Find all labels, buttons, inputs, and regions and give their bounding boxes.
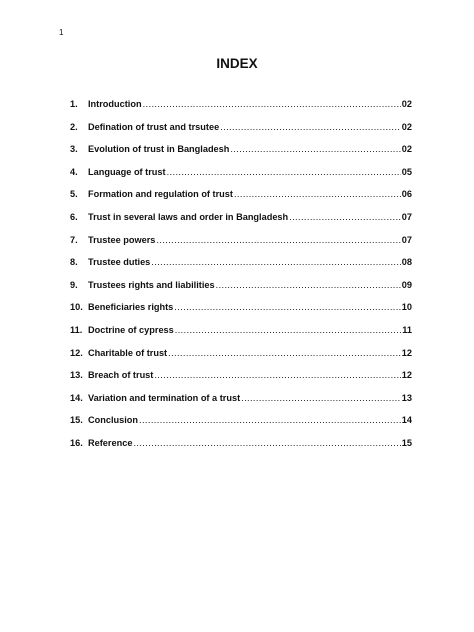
table-of-contents	[70, 98, 412, 460]
toc-entry-doctrine[interactable]	[70, 324, 412, 347]
toc-entry-page: 02	[401, 121, 412, 132]
toc-entry-definition[interactable]	[70, 121, 412, 144]
dot-leader	[216, 279, 401, 291]
toc-entry-reference[interactable]	[70, 437, 412, 460]
dot-leader	[139, 414, 401, 426]
toc-entry-page: 14	[401, 415, 412, 426]
toc-entry-number: 11.	[70, 324, 83, 335]
dot-leader	[143, 98, 401, 110]
toc-entry-page: 05	[401, 166, 412, 177]
toc-entry-title: Formation and regulation of trust	[88, 189, 233, 200]
toc-entry-title: Doctrine of cypress	[88, 324, 174, 335]
toc-entry-title: Beneficiaries rights	[88, 302, 174, 313]
toc-entry-title: Language of trust	[88, 166, 166, 177]
toc-entry-number: 14.	[70, 392, 83, 403]
toc-entry-trustee-rights[interactable]	[70, 279, 412, 302]
toc-entry-introduction[interactable]	[70, 98, 412, 121]
dot-leader	[154, 369, 400, 381]
toc-entry-number: 3.	[70, 144, 78, 155]
toc-entry-title: Trustees rights and liabilities	[88, 279, 215, 290]
toc-entry-trust-laws[interactable]	[70, 211, 412, 234]
toc-entry-title: Charitable of trust	[88, 347, 168, 358]
dot-leader	[133, 437, 400, 449]
toc-entry-conclusion[interactable]	[70, 414, 412, 437]
toc-entry-number: 10.	[70, 302, 83, 313]
page-title: INDEX	[216, 56, 258, 71]
toc-entry-page: 13	[401, 392, 412, 403]
toc-entry-number: 13.	[70, 370, 83, 381]
toc-entry-number: 5.	[70, 189, 78, 200]
toc-entry-title: Defination of trust and trsutee	[88, 121, 220, 132]
toc-entry-page: 12	[401, 370, 412, 381]
toc-entry-page: 07	[401, 234, 412, 245]
toc-entry-number: 9.	[70, 279, 78, 290]
dot-leader	[230, 143, 400, 155]
toc-entry-number: 15.	[70, 415, 83, 426]
toc-entry-number: 4.	[70, 166, 78, 177]
dot-leader	[156, 234, 400, 246]
toc-entry-page: 15	[401, 437, 412, 448]
toc-entry-page: 08	[401, 257, 412, 268]
toc-entry-trustee-duties[interactable]	[70, 256, 412, 279]
toc-entry-variation[interactable]	[70, 392, 412, 415]
toc-entry-title: Trust in several laws and order in Bangladesh	[88, 211, 289, 222]
toc-entry-language[interactable]	[70, 166, 412, 189]
dot-leader	[220, 121, 401, 133]
toc-entry-number: 7.	[70, 234, 78, 245]
toc-entry-page: 09	[401, 279, 412, 290]
toc-entry-page: 02	[401, 99, 412, 109]
toc-entry-title: Reference	[88, 437, 133, 448]
toc-entry-title: Breach of trust	[88, 370, 154, 381]
toc-entry-number: 1.	[70, 99, 78, 109]
toc-entry-page: 11	[402, 324, 412, 335]
dot-leader	[167, 166, 401, 178]
dot-leader	[151, 256, 400, 268]
toc-entry-number: 12.	[70, 347, 83, 358]
toc-entry-number: 8.	[70, 257, 78, 268]
toc-entry-page: 12	[401, 347, 412, 358]
toc-entry-page: 10	[401, 302, 412, 313]
toc-entry-charitable[interactable]	[70, 347, 412, 370]
toc-entry-beneficiaries-rights[interactable]	[70, 301, 412, 324]
toc-entry-formation[interactable]	[70, 188, 412, 211]
toc-entry-breach[interactable]	[70, 369, 412, 392]
dot-leader	[289, 211, 401, 223]
dot-leader	[175, 324, 402, 336]
toc-entry-trustee-powers[interactable]	[70, 234, 412, 257]
toc-entry-number: 2.	[70, 121, 78, 132]
toc-entry-number: 6.	[70, 211, 78, 222]
dot-leader	[174, 301, 400, 313]
toc-entry-number: 16.	[70, 437, 83, 448]
toc-entry-page: 02	[401, 144, 412, 155]
dot-leader	[234, 188, 401, 200]
toc-entry-title: Evolution of trust in Bangladesh	[88, 144, 230, 155]
toc-entry-title: Trustee duties	[88, 257, 151, 268]
toc-entry-evolution[interactable]	[70, 143, 412, 166]
dot-leader	[241, 392, 401, 404]
dot-leader	[168, 347, 401, 359]
toc-entry-title: Conclusion	[88, 415, 139, 426]
page-number: 1	[59, 28, 64, 37]
toc-entry-title: Introduction	[88, 99, 142, 109]
toc-entry-title: Variation and termination of a trust	[88, 392, 241, 403]
toc-entry-title: Trustee powers	[88, 234, 156, 245]
toc-entry-page: 07	[401, 211, 412, 222]
toc-entry-page: 06	[401, 189, 412, 200]
